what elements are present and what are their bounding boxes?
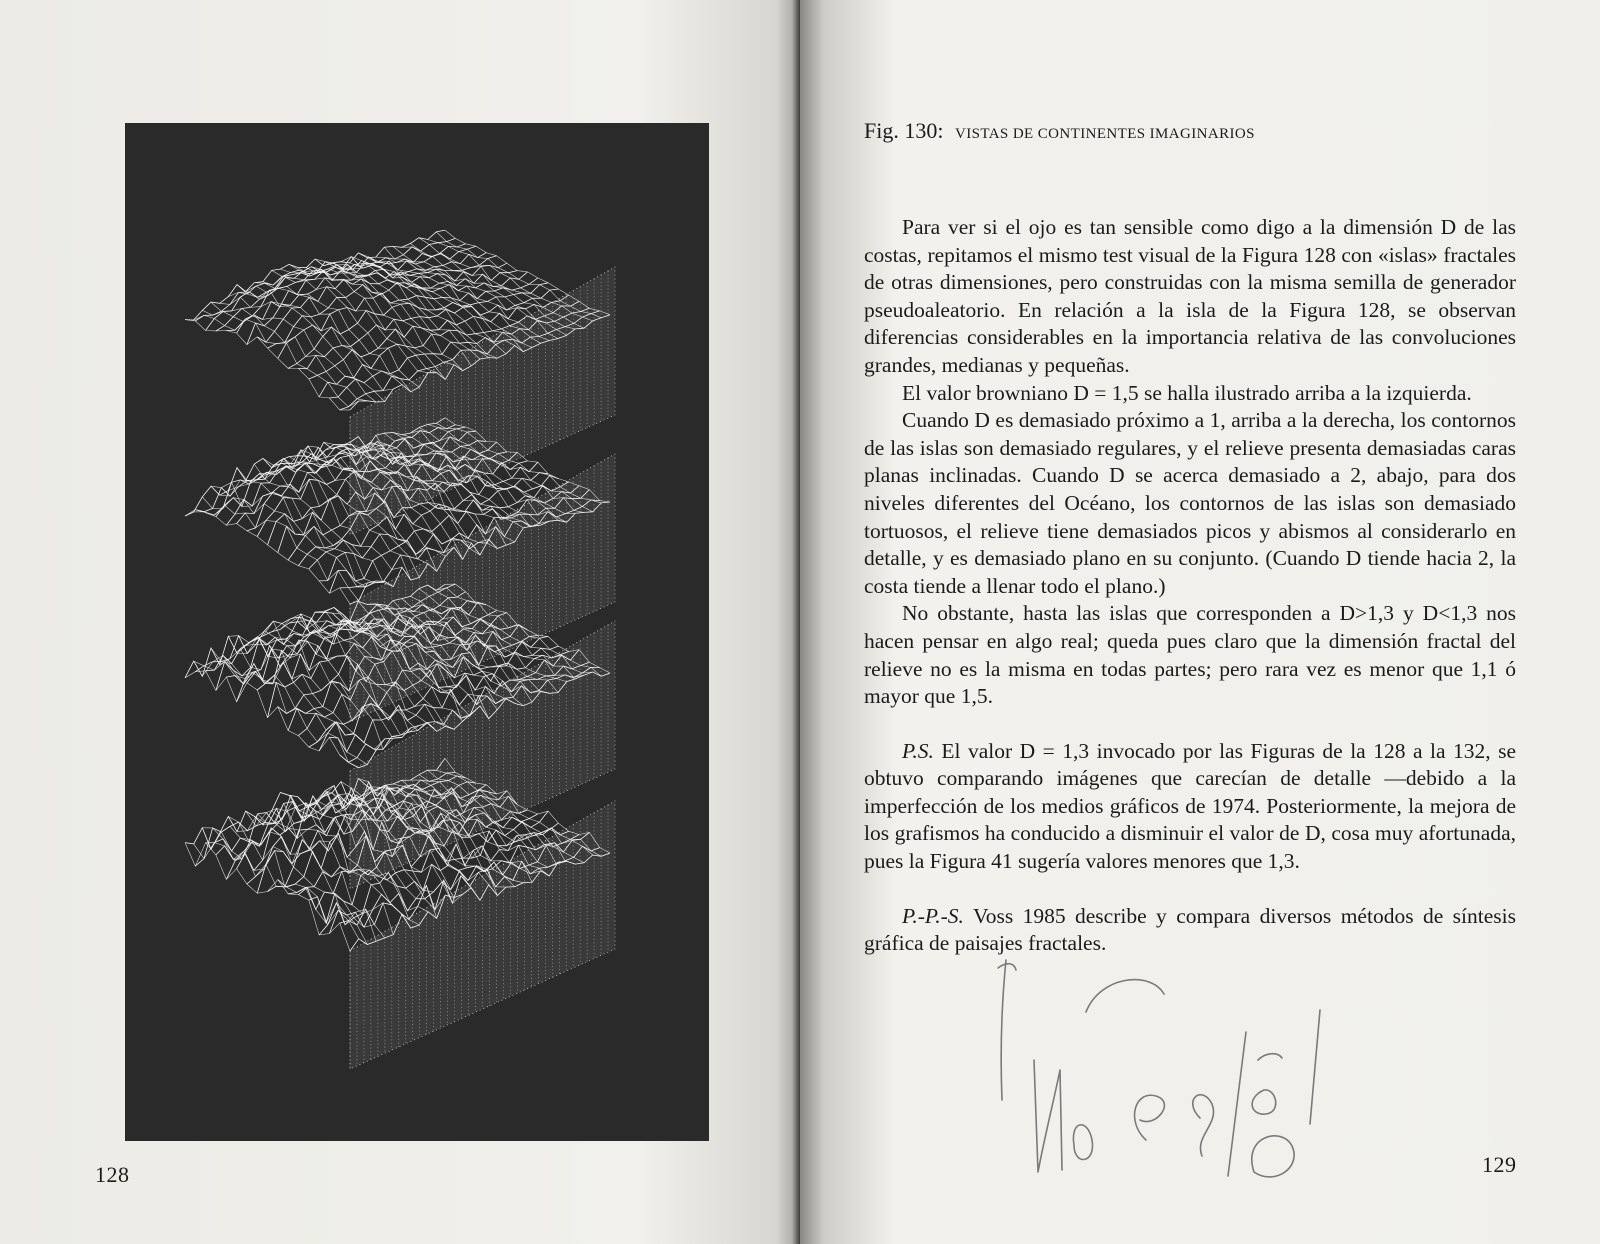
handwritten-note (950, 940, 1330, 1210)
mesh-column (263, 276, 428, 372)
mesh-column (185, 843, 350, 951)
post-postscript-text: Voss 1985 describe y compara diversos métodos de síntesis gráfica de paisajes fractales. (864, 903, 1516, 956)
postscript-label: P.S. (902, 738, 934, 763)
mesh-column (324, 263, 489, 357)
postscript-text: El valor D = 1,3 invocado por las Figuras de la 128 a la 132, se obtuvo comparando imágenes que carecían de detalle —debido a la imperfección de los medios gráficos de 1974. Posteriormente, la mejora de los grafismos ha conducido a disminuir el valor de D, cosa muy afortunada, pues la Figura 41 sugería valores menores que 1,3. (864, 738, 1516, 874)
mesh-column (194, 505, 359, 601)
wireframe-landscapes (125, 123, 709, 1141)
paragraph-4: No obstante, hasta las islas que corresponden a D>1,3 y D<1,3 nos hacen pensar en algo real; queda pues claro que la dimensión fractal del relieve no es la misma en todas partes; pero rara vez es menor que 1,1 ó mayor que 1,5. (864, 601, 1516, 709)
mesh-column (202, 310, 367, 400)
mesh-column (280, 267, 445, 380)
mesh-column (202, 497, 367, 587)
post-postscript-label: P.-P.-S. (902, 903, 964, 928)
figure-130-image (125, 123, 709, 1141)
mesh-column (211, 302, 376, 402)
paragraph-3: Cuando D es demasiado próximo a 1, arriba a la derecha, los contornos de las islas son demasiado regulares, y el relieve presenta demasiadas caras planas inclinadas. Cuando D se acerca demasiado a 2, abajo, para dos niveles diferentes del Océano, los contornos de las islas son demasiado tortuosos, el relieve tiene demasiados picos y abismos al considerarlo en detalle, y es demasiado plano en su conjunto. (Cuando D tiende hacia 2, la costa tiende a llenar todo el plano.) (864, 408, 1516, 598)
figure-caption (864, 118, 1255, 144)
mesh-column (254, 278, 419, 388)
body-text (864, 214, 1516, 958)
caption-title: VISTAS DE CONTINENTES IMAGINARIOS (954, 126, 1255, 142)
paragraph-1: Para ver si el ojo es tan sensible como digo a la dimensión D de las costas, repitamos el mismo test visual de la Figura 128 con «islas» fractales de otras dimensiones, pero construidas con la misma semilla de generador pseudoaleatorio. En relación a la isla de la Figura 128, se observan diferencias considerables en la importancia relativa de las convoluciones grandes, medianas y pequeñas. (864, 215, 1516, 377)
mesh-row (195, 238, 455, 321)
caption-label: Fig. 130: (864, 118, 944, 143)
page-number-left: 128 (95, 1162, 130, 1187)
paragraph-2: El valor browniano D = 1,5 se halla ilustrado arriba a la izquierda. (902, 380, 1472, 405)
right-page (800, 0, 1600, 1244)
page-number-right: 129 (1482, 1152, 1517, 1177)
postscript (864, 738, 1516, 876)
mesh-row (216, 246, 476, 331)
mesh-column (350, 263, 515, 346)
